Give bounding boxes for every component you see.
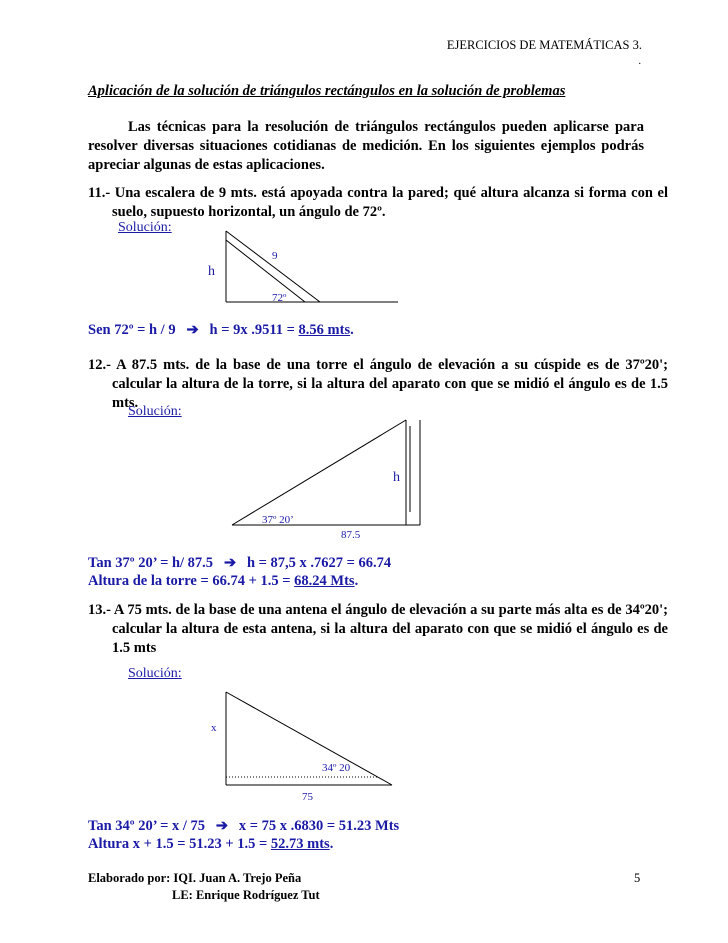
eq13a-rhs: x = 75 x .6830 = 51.23 Mts	[238, 818, 400, 834]
arrow-icon: ➔	[215, 818, 229, 834]
fig12-hypotenuse	[232, 420, 406, 525]
problem-13-statement: 13.- A 75 mts. de la base de una antena el ángulo de elevación a su parte más alta es de 34º20'; calcular la altura de esta antena, si la altura del aparato con que se midió el ángulo es de 1.5 mts	[88, 602, 668, 656]
footer-coauthor: LE: Enrique Rodríguez Tut	[172, 888, 320, 902]
eq13b-lhs: Altura x + 1.5 = 51.23 + 1.5 =	[88, 836, 271, 852]
problem-13-solution-label: Solución:	[128, 666, 182, 681]
fig12-angle-label: 37º 20’	[262, 514, 294, 526]
fig13-angle-label: 34º 20	[322, 762, 351, 774]
eq11-result: 8.56 mts	[298, 322, 351, 338]
problem-12-equation-1	[88, 555, 391, 572]
eq12a-rhs: h = 87,5 x .7627 = 66.74	[246, 555, 392, 571]
problem-11-solution-label: Solución:	[118, 220, 172, 235]
figure-12-triangle	[232, 420, 420, 525]
eq13a-lhs: Tan 34º 20’ = x / 75	[88, 818, 205, 834]
arrow-icon: ➔	[223, 555, 237, 571]
problem-13-equation-1	[88, 818, 399, 835]
section-title: Aplicación de la solución de triángulos rectángulos en la solución de problemas	[88, 83, 566, 99]
figure-13-triangle	[226, 692, 392, 785]
fig12-base-label: 87.5	[341, 529, 361, 541]
figure-11-triangle	[226, 231, 398, 302]
fig13-hypotenuse	[226, 692, 392, 785]
problem-12-solution-label: Solución:	[128, 404, 182, 419]
fig13-base-label: 75	[302, 791, 313, 803]
fig11-ladder-inner	[226, 240, 305, 302]
eq11-rhs: h = 9x .9511 =	[209, 322, 299, 338]
eq12b-result: 68.24 Mts	[294, 573, 355, 589]
problem-11-equation	[88, 322, 354, 339]
problem-11-statement: 11.- Una escalera de 9 mts. está apoyada contra la pared; qué altura alcanza si forma con el suelo, supuesto horizontal, un ángulo de 72º.	[88, 185, 668, 220]
eq13b-end: .	[329, 836, 334, 852]
eq12b-end: .	[354, 573, 359, 589]
fig13-side-label: x	[211, 722, 217, 734]
eq13b-result: 52.73 mts	[270, 836, 330, 852]
problem-12-statement: 12.- A 87.5 mts. de la base de una torre el ángulo de elevación a su cúspide es de 37º20'; calcular la altura de la torre, si la altura del aparato con que se midió el ángulo es de 1.5 mts.	[88, 357, 668, 411]
arrow-icon: ➔	[186, 322, 199, 338]
fig11-angle-label: 72º	[272, 292, 287, 304]
header-dot: .	[638, 56, 641, 67]
fig11-side-label: h	[208, 264, 215, 279]
fig11-hyp-label: 9	[272, 250, 278, 262]
problem-12-equation-2	[88, 573, 358, 590]
footer-author: Elaborado por: IQI. Juan A. Trejo Peña	[88, 871, 302, 885]
eq11-lhs: Sen 72º = h / 9	[88, 322, 176, 338]
fig12-side-label: h	[393, 470, 400, 485]
eq12a-lhs: Tan 37º 20’ = h/ 87.5	[88, 555, 214, 571]
eq11-end: .	[350, 322, 354, 338]
running-header: EJERCICIOS DE MATEMÁTICAS 3.	[446, 38, 642, 52]
page-number: 5	[634, 871, 641, 885]
intro-paragraph: Las técnicas para la resolución de triángulos rectángulos pueden aplicarse para resolver diversas situaciones cotidianas de medición. En los siguientes ejemplos podrás apreciar algunas de estas aplicaciones.	[88, 119, 644, 173]
problem-13-equation-2	[88, 836, 333, 853]
eq12b-lhs: Altura de la torre = 66.74 + 1.5 =	[88, 573, 295, 589]
